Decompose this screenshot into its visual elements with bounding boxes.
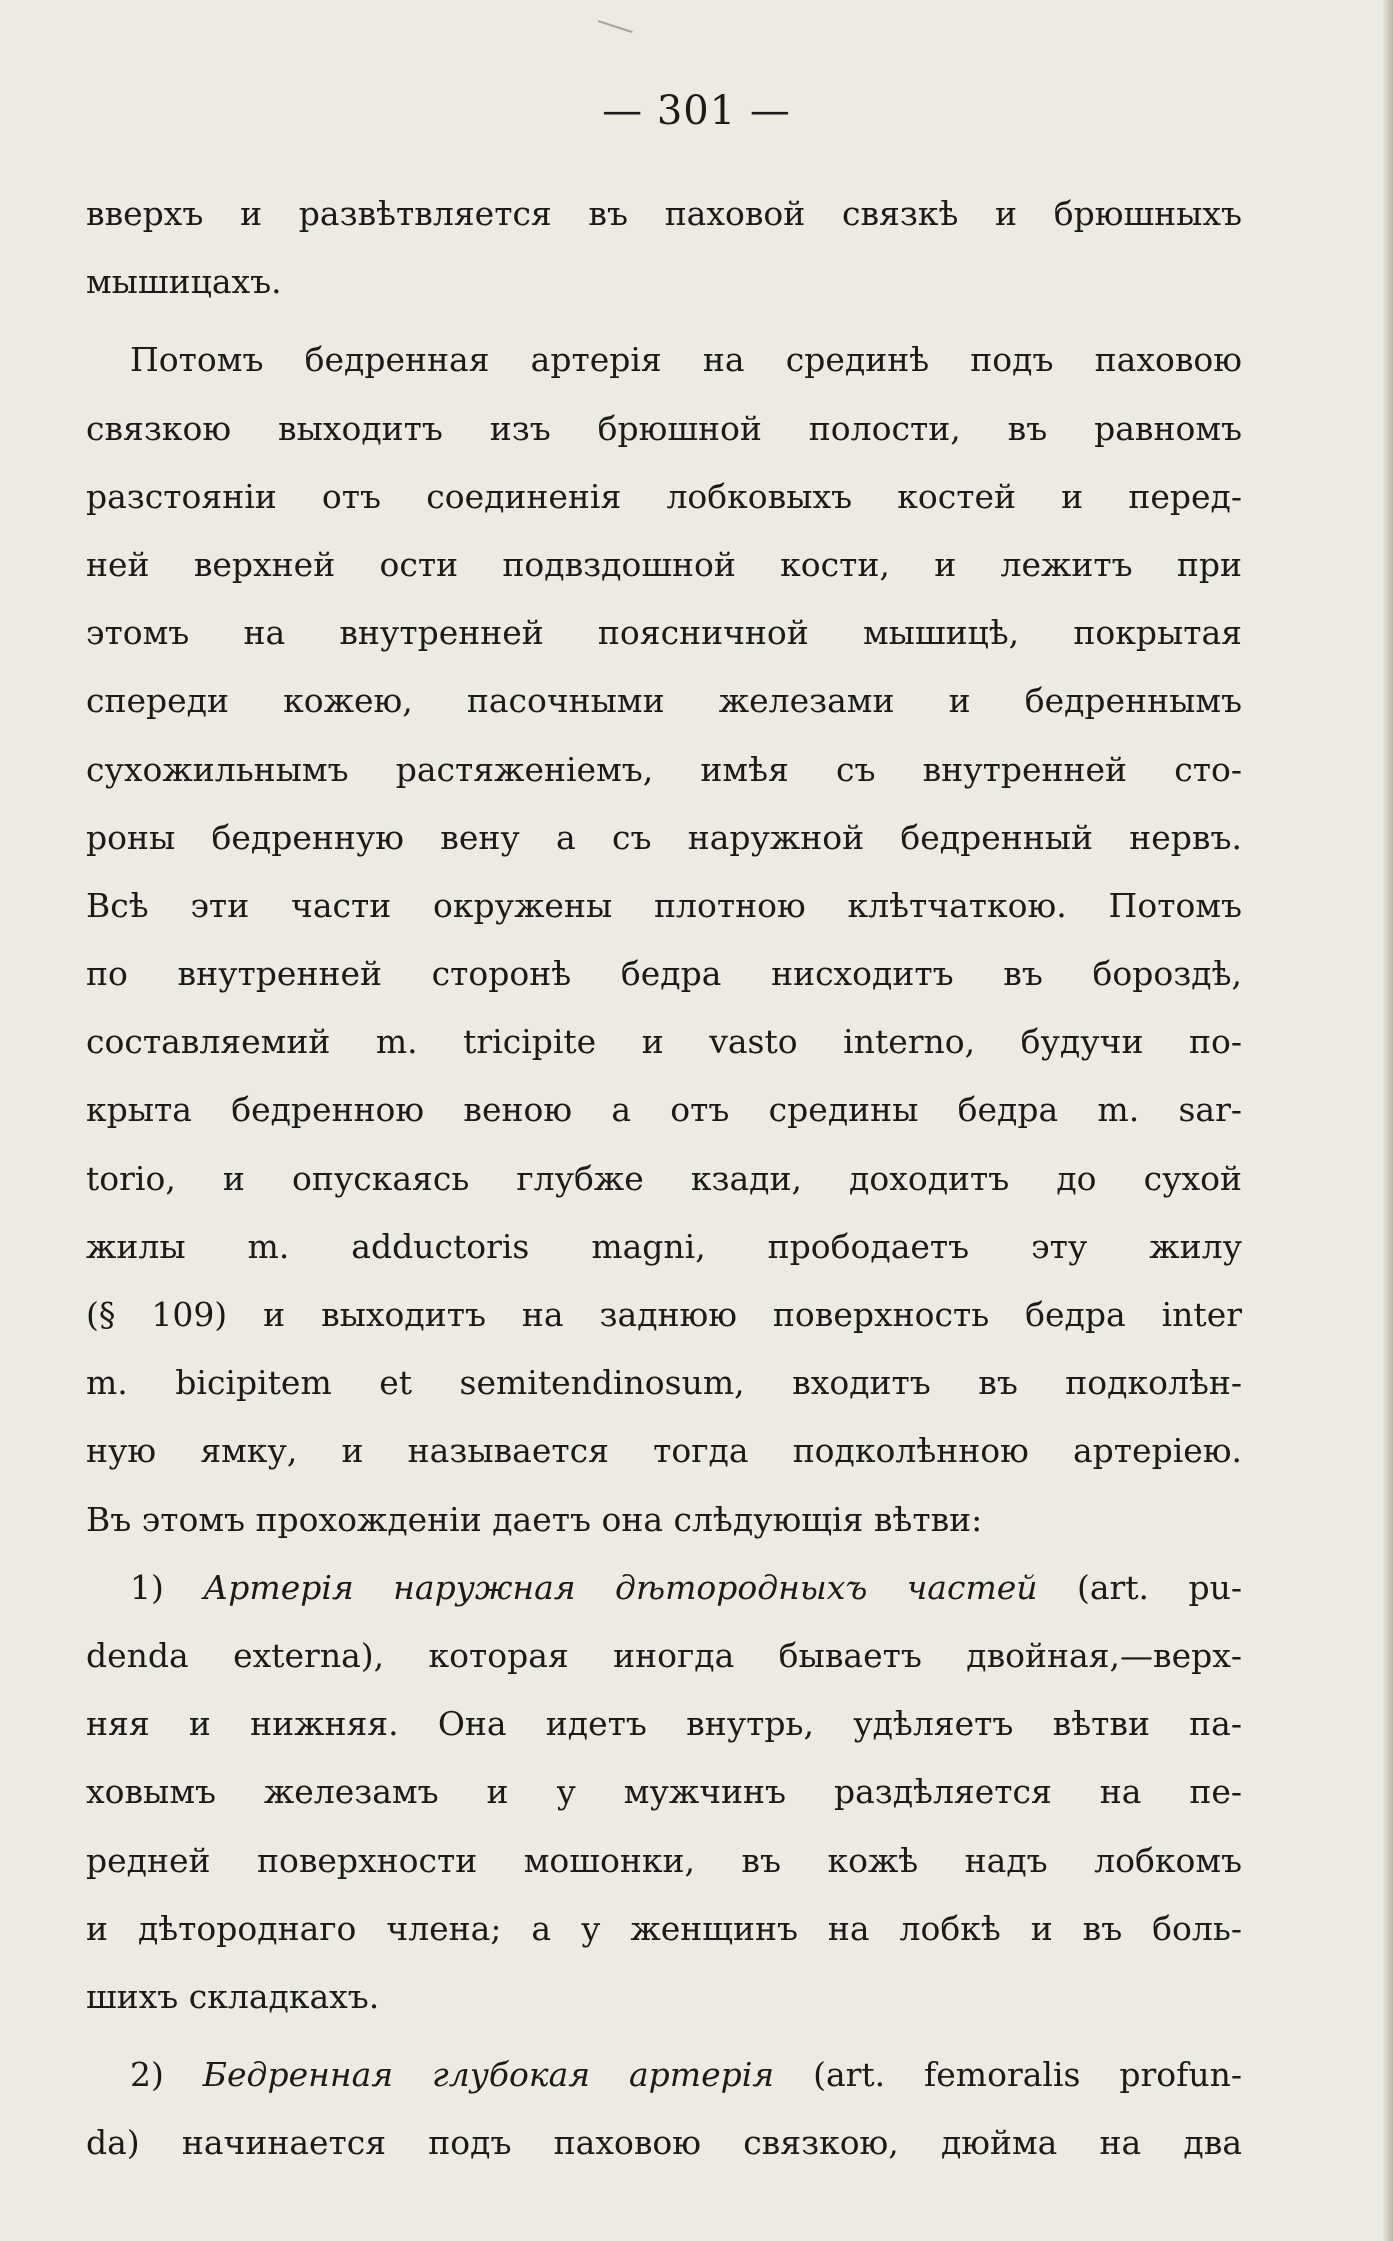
text-line: мышицахъ.: [86, 262, 282, 302]
paragraph-start-line: Потомъ бедренная артерія на срединѣ подъ паховою: [130, 340, 1242, 380]
text-line: da) начинается подъ паховою связкою, дюйма на два: [86, 2123, 1242, 2163]
text-line: вверхъ и развѣтвляется въ паховой связкѣ и брюшныхъ: [86, 194, 1242, 233]
scan-mark: [598, 3, 638, 33]
text-line: связкою выходитъ изъ брюшной полости, въ равномъ: [86, 408, 1242, 448]
body-text: [86, 180, 1242, 2177]
text-line: жилы m. adductoris magni, прободаетъ эту жилу: [86, 1226, 1242, 1266]
text-line: и дѣтороднаго члена; а у женщинъ на лобкѣ и въ боль-: [86, 1908, 1242, 1948]
text-line: этомъ на внутренней поясничной мышицѣ, покрытая: [86, 613, 1242, 653]
text-line: няя и нижняя. Она идетъ внутрь, удѣляетъ вѣтви па-: [86, 1704, 1242, 1744]
text-line: редней поверхности мошонки, въ кожѣ надъ лобкомъ: [86, 1840, 1242, 1880]
page-edge-shadow: [1383, 0, 1393, 2241]
text-line: составляемий m. tricipite и vasto interno, будучи по-: [86, 1022, 1242, 1062]
text-line: Въ этомъ прохожденіи даетъ она слѣдующія вѣтви:: [86, 1499, 983, 1539]
term-latin: (art. femoralis profun-: [774, 2055, 1242, 2095]
italic-term: Бедренная глубокая артерія: [202, 2055, 775, 2095]
italic-term: Артерія наружная дѣтородныхъ частей: [203, 1567, 1038, 1607]
text-line: ней верхней ости подвздошной кости, и лежитъ при: [86, 544, 1242, 584]
page-number: — 301 —: [602, 88, 791, 134]
term-latin: (art. pu-: [1037, 1567, 1242, 1607]
text-line: шихъ складкахъ.: [86, 1976, 380, 2016]
text-line: (§ 109) и выходитъ на заднюю поверхность бедра inter: [86, 1295, 1242, 1334]
list-item-line: [86, 1554, 1242, 1622]
text-line: разстояніи отъ соединенія лобковыхъ костей и перед-: [86, 476, 1242, 516]
text-line: роны бедренную вену а съ наружной бедренный нервъ.: [86, 817, 1242, 857]
text-line: denda externa), которая иногда бываетъ двойная,—верх-: [86, 1635, 1242, 1675]
list-number: 2): [130, 2055, 203, 2095]
text-line: m. bicipitem et semitendinosum, входитъ въ подколѣн-: [86, 1363, 1242, 1403]
text-line: сухожильнымъ растяженіемъ, имѣя съ внутренней сто-: [86, 749, 1242, 789]
text-line: по внутренней сторонѣ бедра нисходитъ въ бороздѣ,: [86, 954, 1242, 994]
text-line: Всѣ эти части окружены плотною клѣтчаткою. Потомъ: [86, 885, 1242, 925]
text-line: спереди кожею, пасочными железами и бедреннымъ: [86, 681, 1242, 721]
text-line: ховымъ железамъ и у мужчинъ раздѣляется на пе-: [86, 1772, 1242, 1812]
text-line: torio, и опускаясь глубже кзади, доходитъ до сухой: [86, 1158, 1242, 1198]
text-line: крыта бедренною веною а отъ средины бедра m. sar-: [86, 1090, 1242, 1130]
list-item-line: [86, 2041, 1242, 2109]
text-line: ную ямку, и называется тогда подколѣнною артеріею.: [86, 1431, 1242, 1471]
list-number: 1): [130, 1567, 204, 1607]
